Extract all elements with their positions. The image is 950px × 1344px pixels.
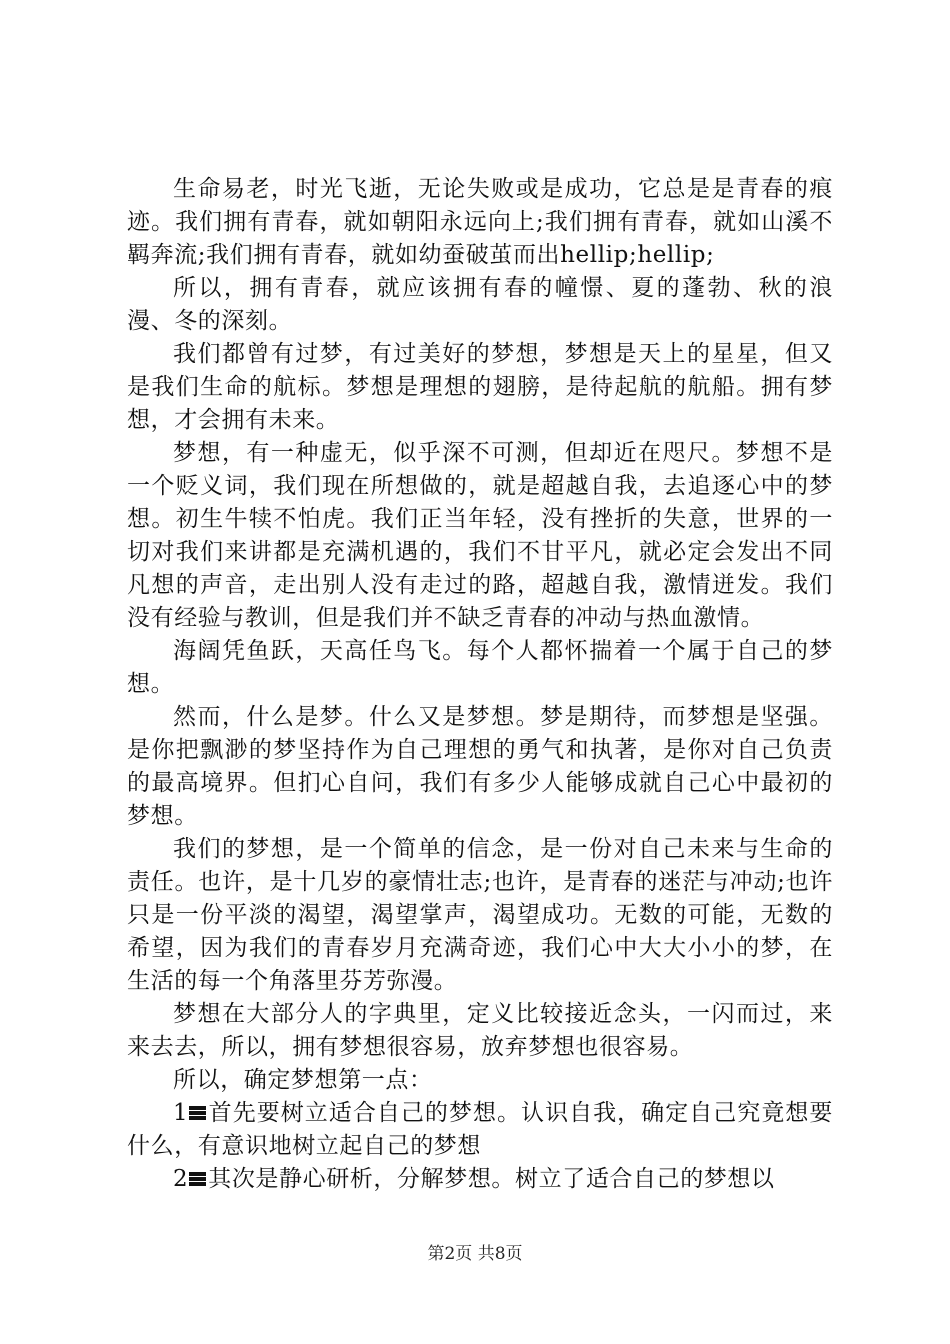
paragraph: 所以，确定梦想第一点： bbox=[173, 1067, 433, 1093]
list-item-text: 首先要树立适合自己的梦想。认识自我，确定自己究竟想要什么，有意识地树立起自己的梦想 bbox=[127, 1100, 833, 1159]
trigram-symbol-icon bbox=[189, 1105, 206, 1121]
paragraph: 海阔凭鱼跃，天高任鸟飞。每个人都怀揣着一个属于自己的梦想。 bbox=[127, 638, 833, 697]
list-item bbox=[127, 1097, 833, 1163]
list-item-number: 2 bbox=[173, 1166, 189, 1192]
paragraph: 然而，什么是梦。什么又是梦想。梦是期待，而梦想是坚强。是你把飘渺的梦坚持作为自己理想的勇气和执著，是你对自己负责的最高境界。但扪心自问，我们有多少人能够成就自己心中最初的梦想。 bbox=[127, 704, 833, 829]
trigram-symbol-icon bbox=[189, 1171, 206, 1187]
paragraph: 梦想在大部分人的字典里，定义比较接近念头，一闪而过，来来去去，所以，拥有梦想很容易，放弃梦想也很容易。 bbox=[127, 1001, 833, 1060]
list-item-number: 1 bbox=[173, 1100, 189, 1126]
paragraph: 生命易老，时光飞逝，无论失败或是成功，它总是是青春的痕迹。我们拥有青春，就如朝阳永远向上;我们拥有青春，就如山溪不羁奔流;我们拥有青春，就如幼蚕破茧而出hellip;hellip; bbox=[127, 176, 833, 268]
document-body bbox=[127, 173, 833, 1196]
paragraph: 我们的梦想，是一个简单的信念，是一份对自己未来与生命的责任。也许，是十几岁的豪情壮志;也许，是青春的迷茫与冲动;也许只是一份平淡的渴望，渴望掌声，渴望成功。无数的可能，无数的希望，因为我们的青春岁月充满奇迹，我们心中大大小小的梦，在生活的每一个角落里芬芳弥漫。 bbox=[127, 836, 833, 994]
paragraph: 所以，拥有青春，就应该拥有春的幢憬、夏的蓬勃、秋的浪漫、冬的深刻。 bbox=[127, 275, 833, 334]
list-item bbox=[127, 1163, 833, 1196]
page-footer: 第2页 共8页 bbox=[427, 1244, 523, 1264]
paragraph: 我们都曾有过梦，有过美好的梦想，梦想是天上的星星，但又是我们生命的航标。梦想是理想的翅膀，是待起航的航船。拥有梦想，才会拥有未来。 bbox=[127, 341, 833, 433]
list-item-text: 其次是静心研析，分解梦想。树立了适合自己的梦想以 bbox=[208, 1166, 775, 1192]
paragraph: 梦想，有一种虚无，似乎深不可测，但却近在咫尺。梦想不是一个贬义词，我们现在所想做的，就是超越自我，去追逐心中的梦想。初生牛犊不怕虎。我们正当年轻，没有挫折的失意，世界的一切对我们来讲都是充满机遇的，我们不甘平凡，就必定会发出不同凡想的声音，走出别人没有走过的路，超越自我，激情迸发。我们没有经验与教训，但是我们并不缺乏青春的冲动与热血激情。 bbox=[127, 440, 833, 631]
